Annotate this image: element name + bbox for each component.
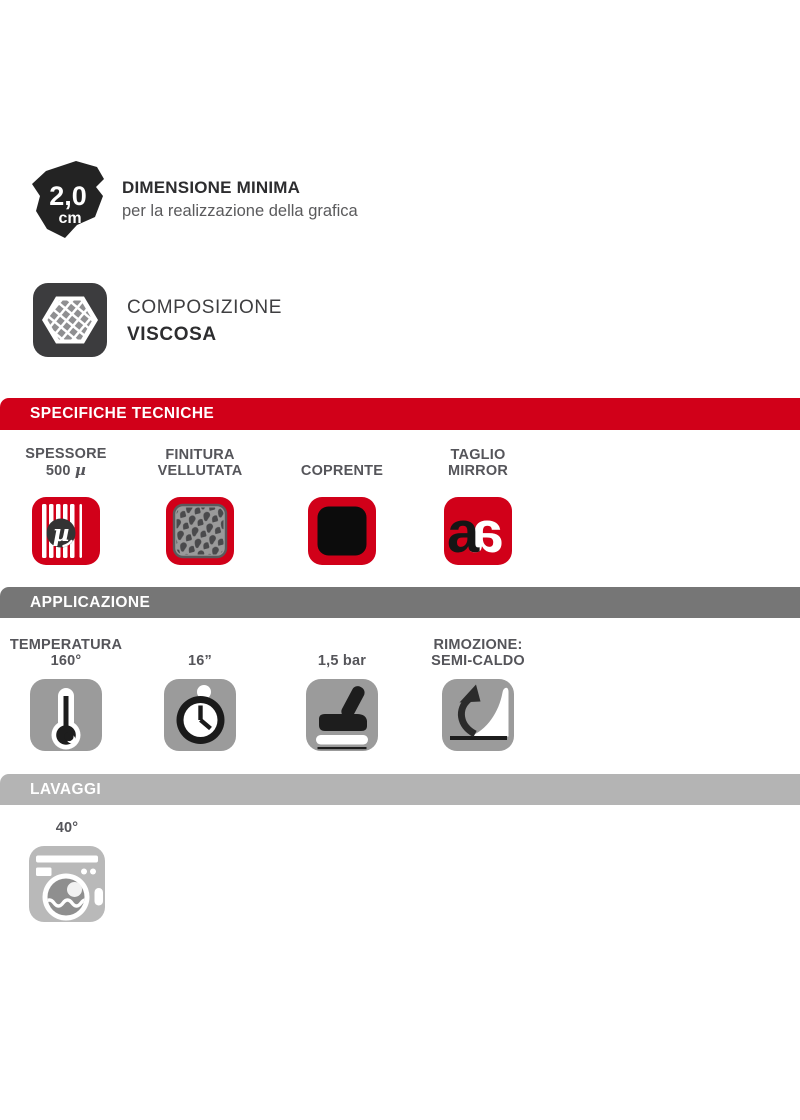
app-time [132, 635, 268, 751]
badge-value: 2,0 [49, 181, 87, 211]
min-size-badge-icon [26, 158, 108, 246]
composition-label: COMPOSIZIONE [127, 297, 282, 318]
composition-text [127, 297, 282, 346]
spec-coverage-label: COPRENTE [300, 463, 384, 479]
spec-finish-label: FINITURA VELLUTATA [157, 447, 243, 479]
washing-machine-icon [29, 846, 105, 922]
composition-value: VISCOSA [127, 324, 217, 345]
mirrored-letter: a [471, 500, 504, 565]
mirror-cut-icon [444, 497, 512, 565]
velvet-finish-icon [166, 497, 234, 565]
mu-symbol: µ [52, 520, 70, 547]
peel-removal-icon [442, 679, 514, 751]
min-size-text [122, 178, 358, 221]
section-banner-application [0, 587, 800, 618]
washing-temperature-label: 40° [55, 820, 79, 836]
app-removal [410, 635, 546, 751]
app-temperature-label: TEMPERATURA 160° [9, 637, 123, 669]
section-title-washing: LAVAGGI [30, 780, 102, 798]
badge-unit: cm [58, 210, 82, 227]
stopwatch-icon [164, 679, 236, 751]
app-removal-label: RIMOZIONE: SEMI-CALDO [431, 637, 525, 669]
spec-coverage [274, 445, 410, 565]
thermometer-icon [30, 679, 102, 751]
spec-thickness [0, 445, 134, 565]
spec-thickness-label: SPESSORE 500 µ [25, 446, 107, 479]
section-banner-specs [0, 398, 800, 430]
thickness-icon [32, 497, 100, 565]
coverage-icon [308, 497, 376, 565]
app-pressure [274, 635, 410, 751]
section-banner-washing [0, 774, 800, 805]
section-title-specs: SPECIFICHE TECNICHE [30, 405, 215, 422]
spec-mirror-cut [410, 445, 546, 565]
washing-item [0, 820, 136, 922]
section-title-application: APPLICAZIONE [30, 593, 151, 611]
app-temperature [0, 635, 134, 751]
min-size-title: DIMENSIONE MINIMA [122, 178, 301, 197]
min-size-subtitle: per la realizzazione della grafica [122, 202, 358, 220]
heat-press-icon [306, 679, 378, 751]
normal-letter: a [447, 500, 480, 565]
app-pressure-label: 1,5 bar [317, 653, 367, 669]
spec-mirror-cut-label: TAGLIO MIRROR [447, 447, 508, 479]
spec-finish [132, 445, 268, 565]
app-time-label: 16” [188, 653, 212, 669]
hex-mesh-icon [33, 283, 107, 357]
